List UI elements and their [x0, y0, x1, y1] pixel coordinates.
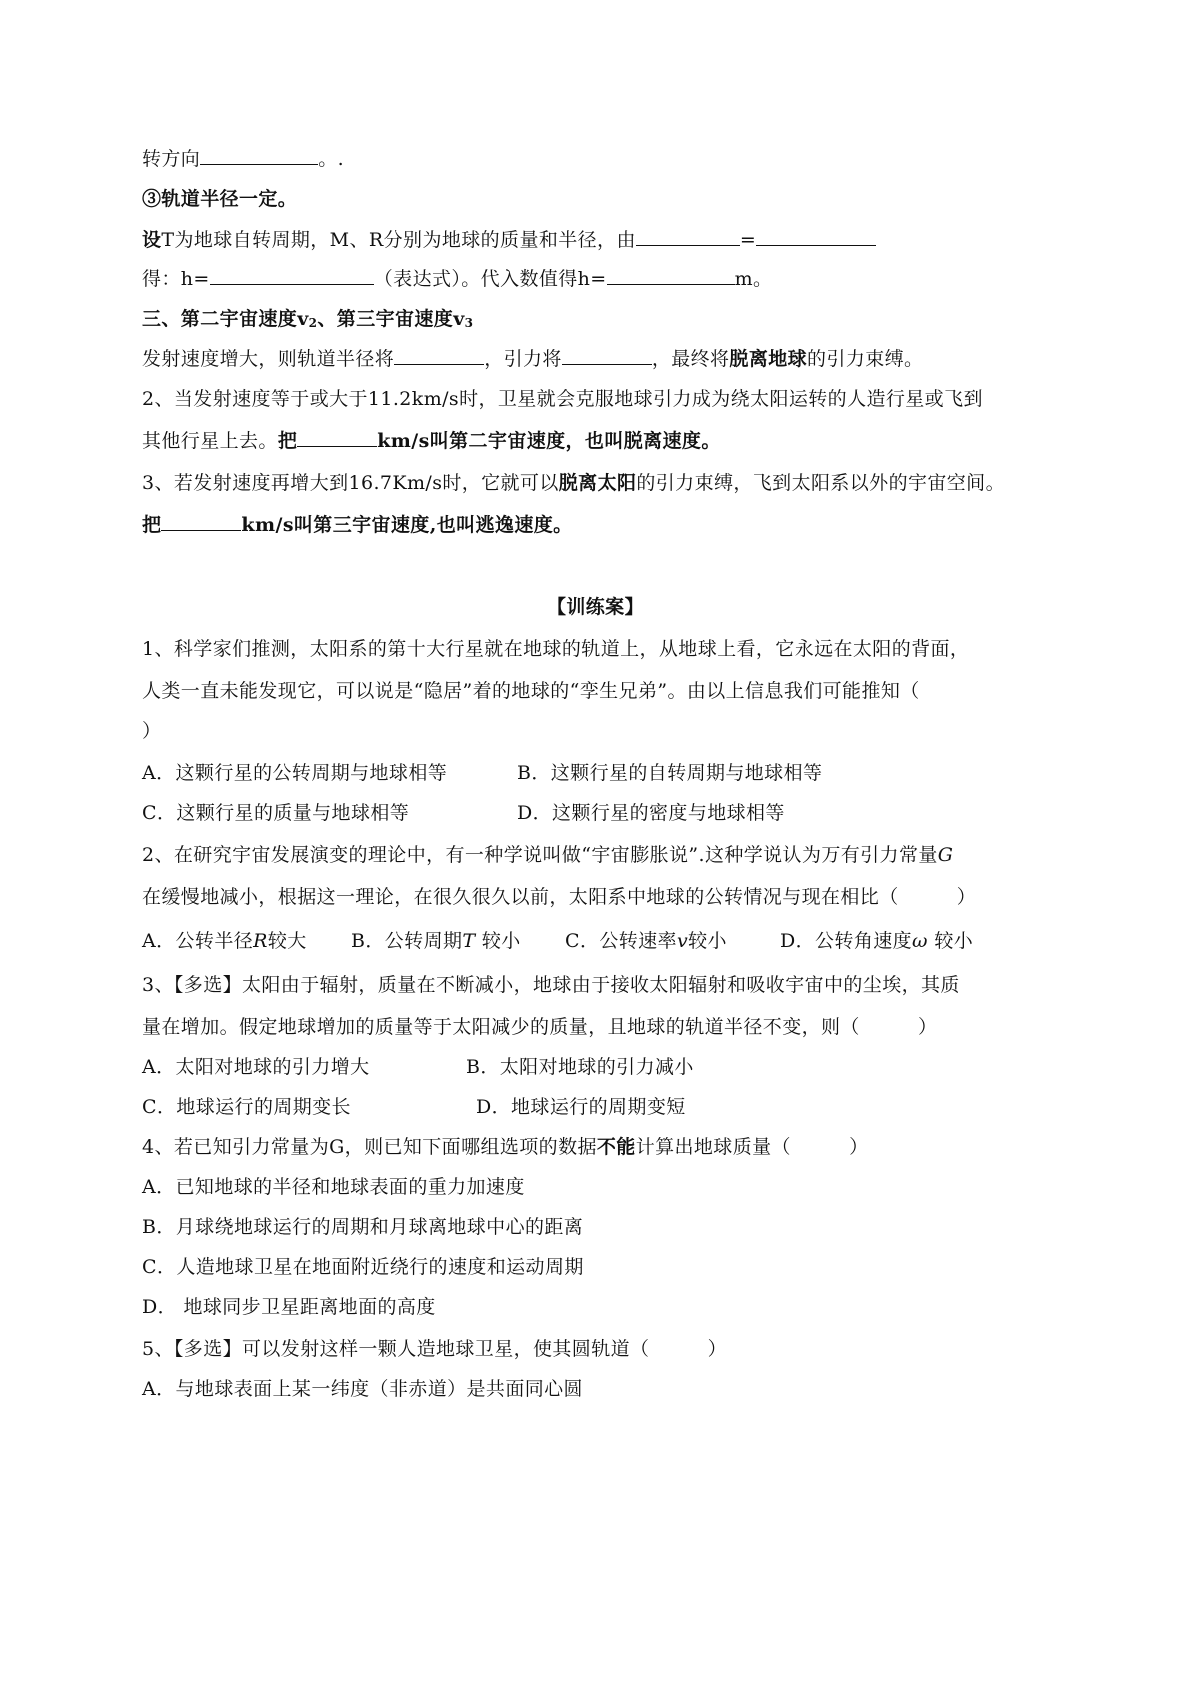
question-5-option-a: A．与地球表面上某一纬度（非赤道）是共面同心圆 — [142, 1378, 583, 1400]
variable: T — [462, 930, 476, 952]
fill-blank — [756, 227, 876, 246]
text-fragment: 较小 — [475, 930, 521, 952]
text-fragment: ，引力将 — [484, 348, 562, 370]
question-3-line-2: 量在增加。假定地球增加的质量等于太阳减少的质量，且地球的轨道半径不变，则（ ） — [142, 1016, 938, 1038]
text-fragment: 2、在研究宇宙发展演变的理论中，有一种学说叫做“宇宙膨胀说”.这种学说认为万有引力常量 — [142, 844, 938, 866]
variable: v — [676, 930, 689, 952]
question-2-line-1 — [142, 842, 953, 868]
text-fragment: 较小 — [927, 930, 974, 952]
text-fragment: 发射速度增大，则轨道半径将 — [142, 348, 395, 370]
question-3-option-c: C．地球运行的周期变长 — [142, 1096, 351, 1118]
training-section-title: 【训练案】 — [546, 596, 644, 618]
fill-blank — [200, 146, 318, 165]
text-fragment-bold: km/s叫第二宇宙速度，也叫脱离速度。 — [377, 430, 721, 452]
question-4-option-b: B．月球绕地球运行的周期和月球离地球中心的距离 — [142, 1216, 584, 1238]
text-fragment: （表达式）。代入数值得h= — [373, 268, 607, 290]
text-fragment-bold: 脱离地球 — [729, 348, 808, 370]
question-4-option-d: D． 地球同步卫星距离地面的高度 — [142, 1296, 436, 1318]
question-4-option-c: C．人造地球卫星在地面附近绕行的速度和运动周期 — [142, 1256, 584, 1278]
subheading-orbit-radius: ③轨道半径一定。 — [142, 188, 298, 210]
question-1-line-2: 人类一直未能发现它，可以说是“隐居”着的地球的“孪生兄弟”。由以上信息我们可能推知（ — [142, 680, 920, 702]
text-fragment: 三、第二宇宙速度v — [142, 308, 309, 330]
text-fragment: m。 — [734, 268, 773, 290]
fill-blank — [210, 266, 374, 285]
fill-blank — [636, 227, 740, 246]
question-1-option-d: D．这颗行星的密度与地球相等 — [517, 802, 785, 824]
text-fragment: D．公转角速度 — [780, 930, 913, 952]
text-fragment: 较小 — [688, 930, 727, 952]
text-fragment-bold: 把 — [142, 514, 162, 536]
text-fragment: ，最终将 — [651, 348, 730, 370]
question-2-option-a — [142, 928, 307, 954]
question-1-option-a: A．这颗行星的公转周期与地球相等 — [142, 762, 448, 784]
subscript: 2 — [308, 316, 318, 330]
fill-blank — [394, 346, 484, 365]
text-fragment-bold: 把 — [277, 430, 298, 452]
text-fragment-bold: 不能 — [596, 1136, 636, 1158]
variable: ω — [912, 930, 928, 952]
text-fragment: 的引力束缚。 — [807, 348, 924, 370]
text-fragment: B．公转周期 — [351, 930, 463, 952]
text-fragment: 的引力束缚，飞到太阳系以外的宇宙空间。 — [636, 472, 1005, 494]
text-fragment: 转方向 — [142, 148, 201, 170]
text-fragment: 较大 — [267, 930, 307, 952]
text-line-second-velocity-1: 2、当发射速度等于或大于11.2km/s时，卫星就会克服地球引力成为绕太阳运转的人造行星或飞到 — [142, 388, 983, 410]
text-line-rotation-direction — [142, 146, 344, 172]
fill-blank — [161, 512, 241, 531]
text-fragment: 计算出地球质量（ ） — [635, 1136, 869, 1158]
text-line-launch-speed — [142, 346, 923, 372]
text-line-third-velocity-2 — [142, 512, 573, 538]
question-2-option-b — [351, 928, 521, 954]
text-fragment: = — [739, 229, 757, 251]
text-line-period-definition — [142, 227, 876, 253]
question-3-option-b: B．太阳对地球的引力减小 — [466, 1056, 694, 1078]
fill-blank — [562, 346, 652, 365]
text-fragment: A．公转半径 — [142, 930, 254, 952]
variable: R — [253, 930, 268, 952]
question-3-line-1: 3、【多选】太阳由于辐射，质量在不断减小，地球由于接收太阳辐射和吸收宇宙中的尘埃，其质 — [142, 974, 960, 996]
text-fragment: T为地球自转周期，M、R分别为地球的质量和半径，由 — [161, 229, 636, 251]
question-2-line-2: 在缓慢地减小，根据这一理论，在很久很久以前，太阳系中地球的公转情况与现在相比（ ） — [142, 886, 977, 908]
question-5-line-1: 5、【多选】可以发射这样一颗人造地球卫星，使其圆轨道（ ） — [142, 1338, 727, 1360]
question-1-line-1: 1、科学家们推测，太阳系的第十大行星就在地球的轨道上，从地球上看，它永远在太阳的背面， — [142, 638, 970, 660]
text-fragment-bold: 设 — [142, 229, 162, 251]
text-line-second-velocity-2 — [142, 428, 721, 454]
question-1-option-b: B．这颗行星的自转周期与地球相等 — [517, 762, 823, 784]
variable-g: G — [937, 844, 954, 866]
text-fragment: C．公转速率 — [565, 930, 677, 952]
text-fragment: 4、若已知引力常量为G，则已知下面哪组选项的数据 — [142, 1136, 597, 1158]
question-4-option-a: A．已知地球的半径和地球表面的重力加速度 — [142, 1176, 525, 1198]
question-4-line-1 — [142, 1134, 869, 1160]
question-1-option-c: C．这颗行星的质量与地球相等 — [142, 802, 410, 824]
text-line-third-velocity-1 — [142, 470, 1005, 496]
text-fragment: 。. — [318, 148, 345, 170]
question-2-option-c — [565, 928, 727, 954]
fill-blank — [607, 266, 735, 285]
text-fragment-bold: 脱离太阳 — [558, 472, 637, 494]
question-2-option-d — [780, 928, 973, 954]
question-3-option-d: D．地球运行的周期变短 — [476, 1096, 686, 1118]
question-1-line-3: ） — [142, 720, 162, 742]
section-heading-cosmic-velocity — [142, 306, 473, 336]
question-3-option-a: A．太阳对地球的引力增大 — [142, 1056, 370, 1078]
text-fragment: 其他行星上去。 — [142, 430, 278, 452]
text-fragment: 3、若发射速度再增大到16.7Km/s时，它就可以 — [142, 472, 559, 494]
fill-blank — [297, 428, 377, 447]
subscript: 3 — [464, 316, 474, 330]
text-fragment: 、第三宇宙速度v — [317, 308, 465, 330]
text-fragment-bold: km/s叫第三宇宙速度,也叫逃逸速度。 — [241, 514, 573, 536]
text-fragment: 得：h= — [142, 268, 210, 290]
text-line-height-expression — [142, 266, 772, 292]
